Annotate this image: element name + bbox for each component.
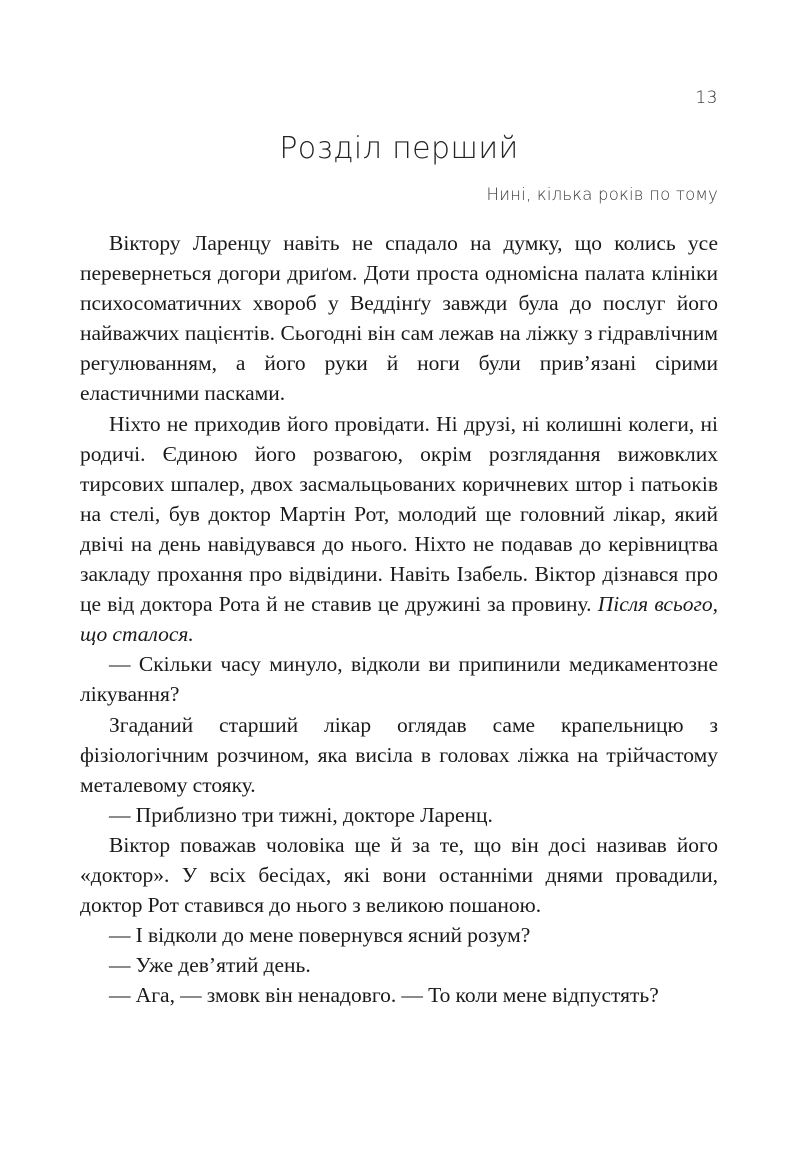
paragraph-dialogue: — Уже дев’ятий день. xyxy=(109,953,311,978)
paragraph-emphasis: Після всього, що сталося. xyxy=(80,592,718,647)
paragraph-narrative: Віктор поважав чоловіка ще й за те, що він досі називав його «доктор». У всіх бесідах, які вони останніми днями провадили, доктор Рот ставився до нього з великою пошаною. xyxy=(80,832,718,918)
chapter-header xyxy=(80,132,718,204)
chapter-title: Розділ перший xyxy=(279,131,519,166)
paragraph-dialogue: — Приблизно три тижні, докторе Ларенц. xyxy=(109,802,493,827)
page-number: 13 xyxy=(695,88,718,108)
paragraph-dialogue: — Ага, — змовк він ненадовго. — То коли мене відпустять? xyxy=(109,983,659,1008)
paragraph-narrative: Віктору Ларенцу навіть не спадало на думку, що колись усе перевернеться догори дриґом. Доти проста одномісна палата клініки психосоматичних хвороб у Веддінґу завжди була до послуг його найважчих пацієнтів. Сьогодні він сам лежав на ліжку з гідравлічним регулюванням, а його руки й ноги були прив’язані сірими еластичними пасками. xyxy=(80,231,718,406)
paragraph-narrative: Згаданий старший лікар оглядав саме крапельницю з фізіологічним розчином, яка висіла в головах ліжка на трійчастому металевому стояку. xyxy=(80,712,718,797)
paragraph-dialogue: — Скільки часу минуло, відколи ви припинили медикаментозне лікування? xyxy=(80,652,718,707)
paragraph-text: Ніхто не приходив його провідати. Ні друзі, ні колишні колеги, ні родичі. Єдиною його розвагою, окрім розглядання вижовклих тирсових шпалер, двох засмальцьованих коричневих штор і патьоків на стелі, був доктор Мартін Рот, молодий ще головний лікар, який двічі на день навідувався до нього. Ніхто не подавав до керівництва закладу прохання про відвідини. Навіть Ізабель. Віктор дізнався про це від доктора Рота й не ставив це дружині за провину. xyxy=(80,411,718,617)
chapter-subtitle: Нині, кілька років по тому xyxy=(486,185,718,204)
paragraph-dialogue: — І відколи до мене повернувся ясний розум? xyxy=(109,923,531,948)
paragraph-narrative xyxy=(80,409,718,650)
body-text-column xyxy=(80,228,718,1010)
